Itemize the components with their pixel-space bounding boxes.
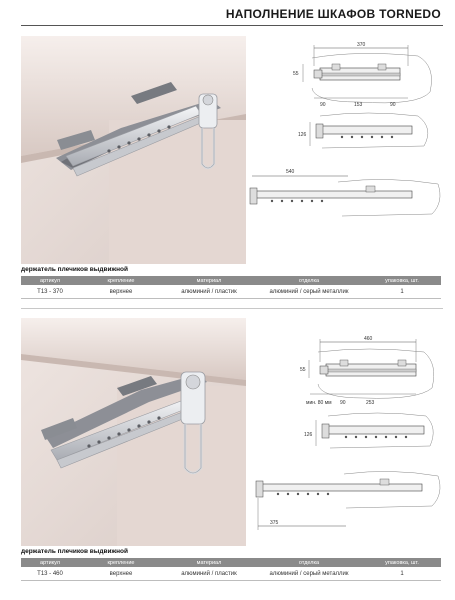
extended-view-1 [250,169,440,216]
col-finish: отделка [255,276,363,285]
technical-drawing-1 [248,36,448,264]
col-article: артикул [21,276,79,285]
col-material: материал [163,276,255,285]
cell-pack: 1 [363,567,441,581]
col-material: материал [163,558,255,567]
table-row [21,285,441,299]
table-header-row [21,276,441,285]
cell-finish: алюминий / серый металлик [255,285,363,299]
dim-mid: 253 [366,400,375,406]
dim-height: 55 [300,367,306,373]
dim-depth: 126 [304,432,313,438]
cell-finish: алюминий / серый металлик [255,567,363,581]
cell-article: T13 - 460 [21,567,79,581]
cell-material: алюминий / пластик [163,567,255,581]
col-pack: упаковка, шт. [363,558,441,567]
side-view-2 [304,413,433,448]
col-pack: упаковка, шт. [363,276,441,285]
cell-pack: 1 [363,285,441,299]
col-article: артикул [21,558,79,567]
page-header [0,0,455,34]
side-view-1 [298,113,428,148]
dim-right: 90 [390,102,396,108]
dim-mid: 153 [354,102,363,108]
cell-mounting: верхнее [79,567,163,581]
product-photo-1 [21,36,246,264]
table-row [21,567,441,581]
col-mounting: крепление [79,276,163,285]
product-photo-2 [21,318,246,546]
table-header-row [21,558,441,567]
spec-table-2 [21,558,441,581]
top-view-1 [293,42,432,108]
header-rule [21,25,443,26]
cell-material: алюминий / пластик [163,285,255,299]
col-finish: отделка [255,558,363,567]
section-title-1: держатель плечиков выдвижной [21,266,128,273]
dim-depth: 126 [298,132,307,138]
section-divider [21,308,443,309]
spec-table-1 [21,276,441,299]
cell-article: T13 - 370 [21,285,79,299]
dim-left: 90 [340,400,346,406]
dim-total: 370 [357,42,366,48]
col-mounting: крепление [79,558,163,567]
section-title-2: держатель плечиков выдвижной [21,548,128,555]
dim-left: 90 [320,102,326,108]
dim-min-label: мин. 80 мм [306,400,332,406]
dim-extended: 540 [286,169,295,175]
dim-height: 55 [293,71,299,77]
cell-mounting: верхнее [79,285,163,299]
dim-total: 460 [364,336,373,342]
top-view-2 [300,336,434,406]
dim-extended: 375 [270,520,279,526]
page-title: НАПОЛНЕНИЕ ШКАФОВ TORNEDO [225,7,441,21]
extended-view-2 [256,471,440,530]
technical-drawing-2 [248,318,448,546]
